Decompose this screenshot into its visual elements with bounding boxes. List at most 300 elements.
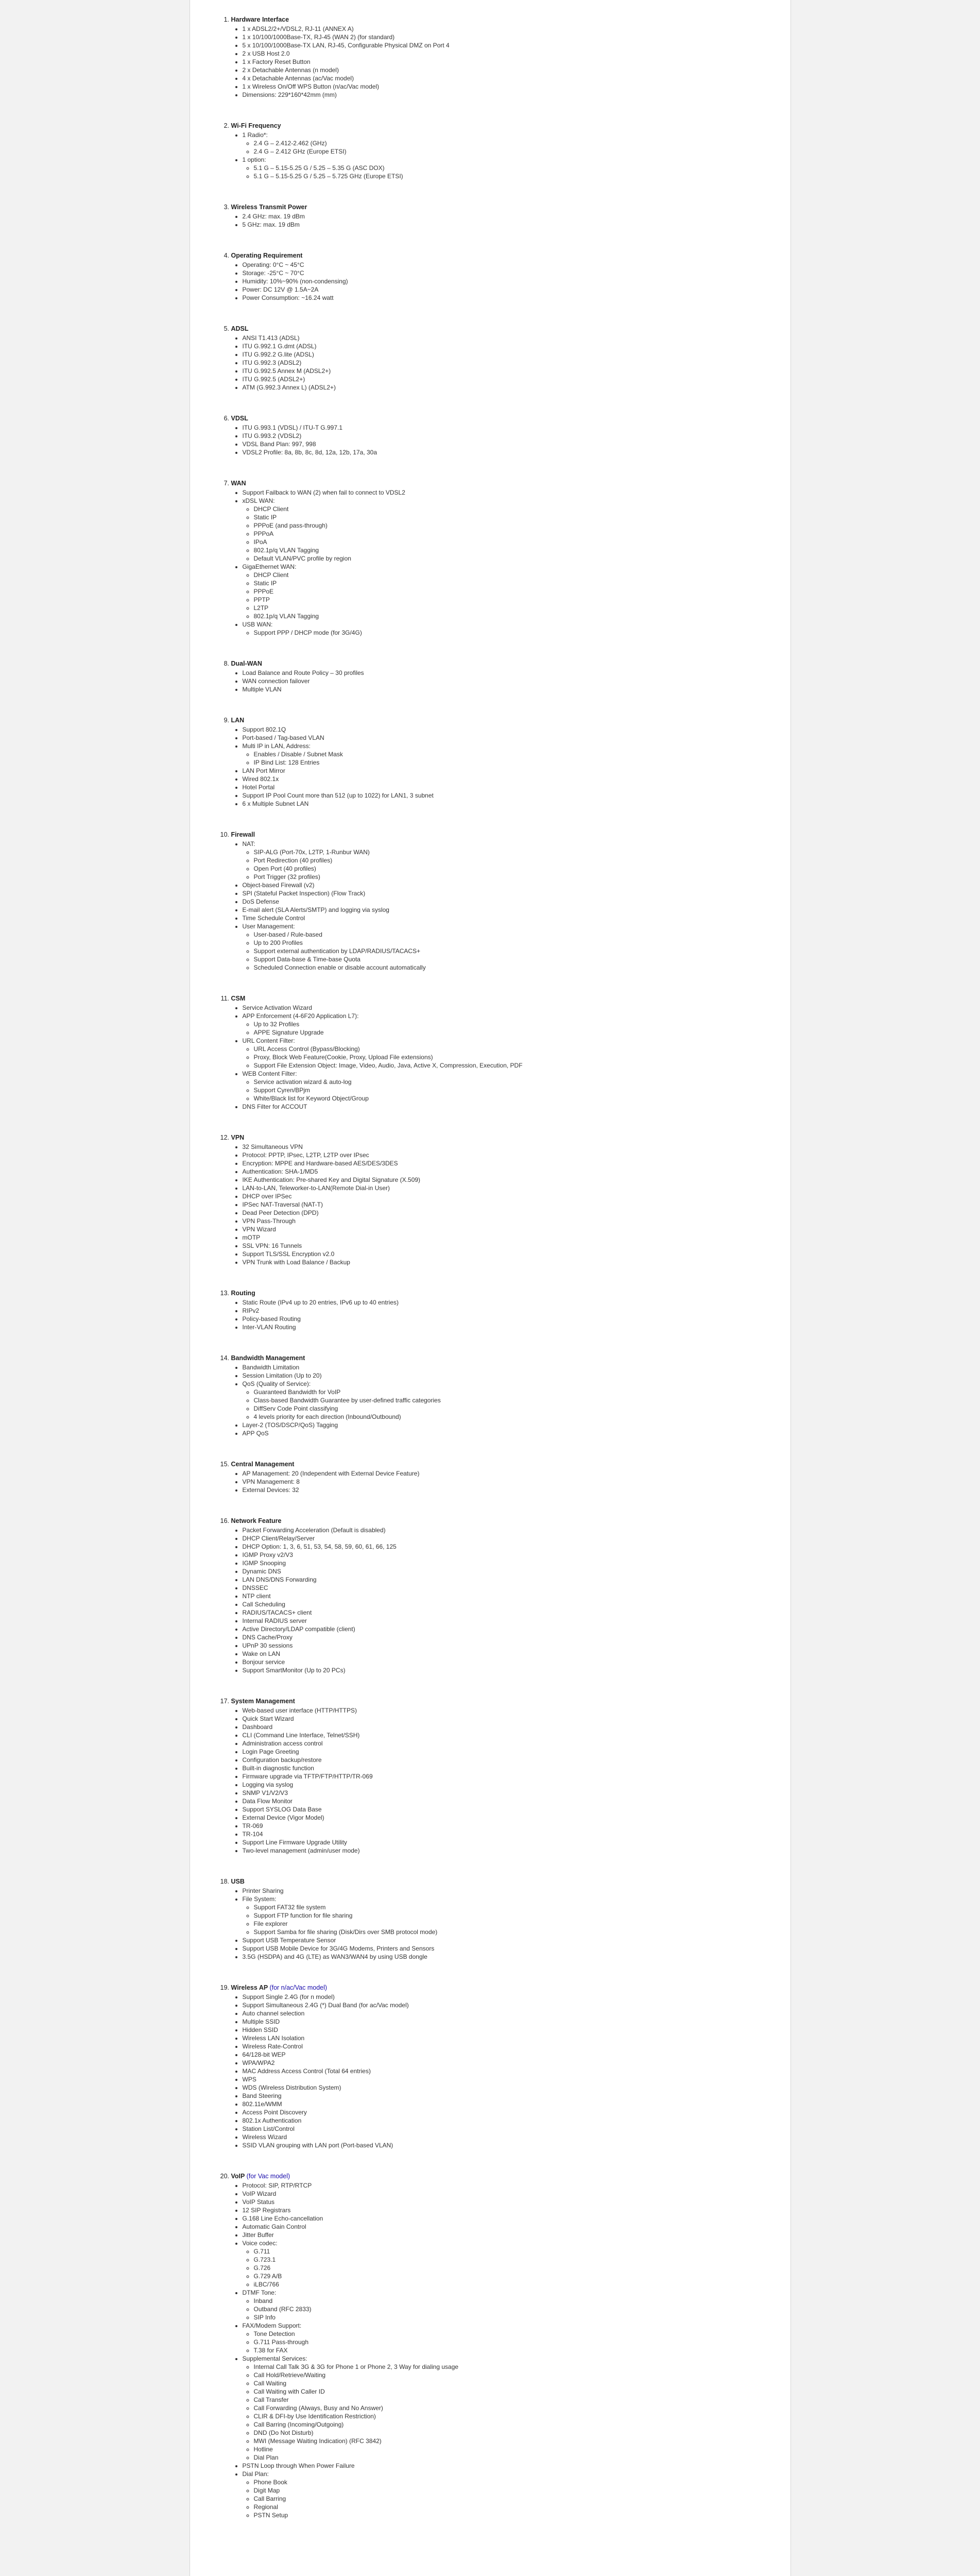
spec-item [243, 1797, 770, 1805]
spec-item-list [231, 1469, 770, 1494]
section-title [231, 994, 770, 1003]
spec-item [243, 742, 770, 767]
spec-sub-item [254, 172, 770, 180]
spec-item [243, 2470, 770, 2519]
spec-sub-item [254, 596, 770, 604]
spec-sub-item-list [243, 2330, 770, 2354]
spec-item [243, 1143, 770, 1151]
spec-item-text: Logging via syslog [242, 1781, 294, 1788]
spec-item-text: 5 GHz: max. 19 dBm [242, 221, 300, 228]
spec-item [243, 2108, 770, 2116]
spec-item-text: Default VLAN/PVC profile by region [253, 555, 351, 562]
spec-sub-item [254, 2338, 770, 2346]
spec-item-text: 5.1 G – 5.15-5.25 G / 5.25 – 5.35 G (ASC DOX) [253, 164, 385, 172]
spec-sub-item [254, 1396, 770, 1404]
spec-item-text: SIP Info [253, 2314, 276, 2321]
spec-sub-item [254, 1911, 770, 1920]
spec-item-text: Regional [253, 2503, 278, 2511]
spec-item [243, 342, 770, 350]
spec-item [243, 1258, 770, 1266]
spec-sub-item [254, 2363, 770, 2371]
spec-item [243, 775, 770, 783]
spec-item-text: 1 x 10/100/1000Base-TX, RJ-45 (WAN 2) (for standard) [242, 33, 395, 41]
spec-item-text: PSTN Loop through When Power Failure [242, 2462, 355, 2469]
section-routing [231, 1289, 770, 1331]
spec-item-text: Call Waiting [253, 2380, 287, 2387]
spec-item [243, 1608, 770, 1617]
spec-sub-item-list [243, 930, 770, 972]
section-title-text: Firewall [231, 831, 255, 838]
spec-item-text: White/Black list for Keyword Object/Group [253, 1095, 369, 1102]
spec-item [243, 889, 770, 897]
section-wan [231, 479, 770, 637]
spec-item-text: 3.5G (HSDPA) and 4G (LTE) as WAN3/WAN4 by using USB dongle [242, 1953, 427, 1960]
spec-item-text: VoIP Wizard [242, 2190, 277, 2197]
spec-sub-item [254, 856, 770, 865]
spec-item-text: DoS Defense [242, 898, 279, 905]
spec-item-text: Configuration backup/restore [242, 1756, 322, 1764]
spec-item-text: 64/128-bit WEP [242, 2051, 286, 2058]
section-title [231, 414, 770, 422]
spec-sub-item [254, 963, 770, 972]
spec-item-text: Call Scheduling [242, 1601, 285, 1608]
spec-sub-item [254, 1928, 770, 1936]
spec-sub-item [254, 2256, 770, 2264]
spec-item [243, 1723, 770, 1731]
spec-sub-item [254, 1086, 770, 1094]
spec-sub-item [254, 2404, 770, 2412]
spec-item-text: Wireless Wizard [242, 2133, 287, 2141]
spec-item-text: MWI (Message Waiting Indication) (RFC 3842) [253, 2437, 382, 2445]
spec-item [243, 1534, 770, 1543]
spec-item [243, 906, 770, 914]
spec-item-text: Static IP [253, 580, 277, 587]
spec-item-text: Service activation wizard & auto-log [253, 1078, 352, 1086]
spec-item [243, 1070, 770, 1103]
spec-item-text: Port Trigger (32 profiles) [253, 873, 320, 880]
spec-item-text: Dial Plan: [242, 2470, 269, 2478]
section-title [231, 659, 770, 668]
spec-item [243, 74, 770, 82]
spec-item-list [231, 131, 770, 180]
spec-item [243, 1764, 770, 1772]
spec-sub-item [254, 554, 770, 563]
spec-item-text: 1 x Wireless On/Off WPS Button (n/ac/Vac model) [242, 83, 380, 90]
spec-item-text: G.711 Pass-through [253, 2338, 309, 2346]
spec-item [243, 2354, 770, 2462]
spec-item-text: Administration access control [242, 1740, 323, 1747]
spec-item [243, 2075, 770, 2083]
spec-item-text: Authentication: SHA-1/MD5 [242, 1168, 318, 1175]
spec-item-text: 2.4 G – 2.412 GHz (Europe ETSI) [253, 148, 347, 155]
spec-item-text: DHCP Client [253, 505, 289, 513]
spec-item [243, 1617, 770, 1625]
section-title [231, 15, 770, 24]
spec-item-text: Support Cyren/BPjm [253, 1087, 310, 1094]
spec-item [243, 2026, 770, 2034]
spec-item [243, 677, 770, 685]
spec-item-text: ITU G.992.1 G.dmt (ADSL) [242, 343, 317, 350]
spec-sub-item-list [243, 2478, 770, 2519]
spec-sub-item [254, 521, 770, 530]
spec-item-text: 1 Radio*: [242, 131, 268, 139]
spec-item-text: 4 levels priority for each direction (Inbound/Outbound) [253, 1413, 401, 1420]
spec-item-text: 2 x Detachable Antennas (n model) [242, 66, 339, 74]
spec-item-text: WPA/WPA2 [242, 2059, 275, 2066]
spec-item-list [231, 212, 770, 229]
spec-item-text: User-based / Rule-based [253, 931, 322, 938]
spec-sub-item [254, 2396, 770, 2404]
section-title-text: CSM [231, 995, 246, 1002]
spec-item [243, 497, 770, 563]
spec-item-list [231, 334, 770, 392]
spec-sub-item [254, 629, 770, 637]
spec-item-text: Static IP [253, 514, 277, 521]
spec-item-text: ITU G.992.2 G.lite (ADSL) [242, 351, 314, 358]
spec-item-text: APP QoS [242, 1430, 269, 1437]
spec-item-text: Web-based user interface (HTTP/HTTPS) [242, 1707, 357, 1714]
spec-item-text: Jitter Buffer [242, 2231, 274, 2239]
spec-sub-item [254, 1388, 770, 1396]
spec-sub-item-list [243, 571, 770, 620]
spec-item-text: Access Point Discovery [242, 2109, 307, 2116]
spec-item [243, 58, 770, 66]
spec-sub-item [254, 2445, 770, 2453]
spec-item [243, 1993, 770, 2001]
spec-item-text: Band Steering [242, 2092, 282, 2099]
spec-item [243, 1380, 770, 1421]
spec-item [243, 2321, 770, 2354]
spec-item [243, 1805, 770, 1814]
section-title-text: Dual-WAN [231, 660, 262, 667]
spec-item-text: Static Route (IPv4 up to 20 entries, IPv6 up to 40 entries) [242, 1299, 399, 1306]
spec-item-list [231, 725, 770, 808]
spec-item [243, 1103, 770, 1111]
spec-item-text: Humidity: 10%~90% (non-condensing) [242, 278, 348, 285]
spec-item-text: PSTN Setup [253, 2512, 288, 2519]
spec-item-text: Protocol: PPTP, IPsec, L2TP, L2TP over IPsec [242, 1151, 369, 1159]
section-title [231, 203, 770, 211]
spec-item-text: Packet Forwarding Acceleration (Default is disabled) [242, 1527, 386, 1534]
spec-item-text: VPN Management: 8 [242, 1478, 300, 1485]
spec-item-text: 2 x USB Host 2.0 [242, 50, 290, 57]
spec-item-text: Policy-based Routing [242, 1315, 301, 1323]
spec-item-text: 32 Simultaneous VPN [242, 1143, 303, 1150]
spec-sub-item [254, 955, 770, 963]
spec-item-text: NAT: [242, 840, 255, 848]
spec-item [243, 1478, 770, 1486]
spec-item-text: 802.1x Authentication [242, 2117, 302, 2124]
section-model-note: (for Vac model) [246, 2173, 290, 2180]
spec-item [243, 1004, 770, 1012]
spec-item [243, 1895, 770, 1936]
section-title [231, 1877, 770, 1886]
section-title-text: VPN [231, 1134, 245, 1141]
spec-item-text: Login Page Greeting [242, 1748, 299, 1755]
spec-item-list [231, 1298, 770, 1331]
spec-item-list [231, 1993, 770, 2149]
spec-item [243, 922, 770, 972]
spec-sub-item [254, 2280, 770, 2289]
section-title-text: Wi-Fi Frequency [231, 122, 281, 129]
spec-item [243, 41, 770, 49]
section-network-feature [231, 1517, 770, 1674]
section-title [231, 1984, 770, 1992]
spec-item [243, 432, 770, 440]
spec-item-text: Operating: 0°C ~ 45°C [242, 261, 304, 268]
spec-item [243, 2289, 770, 2321]
section-vpn [231, 1133, 770, 1266]
section-title [231, 1289, 770, 1297]
section-title [231, 1354, 770, 1362]
spec-item [243, 1575, 770, 1584]
spec-sub-item [254, 848, 770, 856]
spec-item-list [231, 261, 770, 302]
spec-item-text: Support PPP / DHCP mode (for 3G/4G) [253, 629, 362, 636]
spec-item-text: Open Port (40 profiles) [253, 865, 316, 872]
spec-item-text: ITU G.993.1 (VDSL) / ITU-T G.997.1 [242, 424, 343, 431]
spec-sub-item-list [243, 1903, 770, 1936]
spec-item [243, 1887, 770, 1895]
spec-item [243, 1429, 770, 1437]
spec-item-list [231, 669, 770, 693]
spec-sub-item [254, 2478, 770, 2486]
section-title [231, 2172, 770, 2180]
spec-item [243, 1739, 770, 1748]
spec-item-text: Service Activation Wizard [242, 1004, 312, 1011]
spec-item [243, 1298, 770, 1307]
spec-item-text: Support SYSLOG Data Base [242, 1806, 322, 1813]
spec-sub-item [254, 1020, 770, 1028]
spec-item [243, 1233, 770, 1242]
spec-item [243, 1159, 770, 1167]
spec-item [243, 685, 770, 693]
spec-item [243, 367, 770, 375]
spec-item [243, 25, 770, 33]
spec-sub-item [254, 1404, 770, 1413]
spec-sub-item-list [243, 2363, 770, 2462]
spec-item-text: Hidden SSID [242, 2026, 278, 2033]
spec-item-text: Support Data-base & Time-base Quota [253, 956, 360, 963]
spec-sub-item-list [243, 164, 770, 180]
section-title-text: Central Management [231, 1461, 295, 1468]
spec-item [243, 2018, 770, 2026]
spec-sub-item [254, 2247, 770, 2256]
spec-item-list [231, 423, 770, 456]
spec-item [243, 1658, 770, 1666]
spec-item-text: Auto channel selection [242, 2010, 305, 2017]
section-title-text: LAN [231, 717, 245, 724]
spec-item-text: Support Single 2.4G (for n model) [242, 1993, 335, 2001]
spec-sub-item [254, 579, 770, 587]
spec-item [243, 1176, 770, 1184]
spec-item-text: G.168 Line Echo-cancellation [242, 2215, 323, 2222]
spec-item [243, 2141, 770, 2149]
spec-item-text: DiffServ Code Point classifying [253, 1405, 338, 1412]
spec-item [243, 1184, 770, 1192]
section-dual-wan [231, 659, 770, 693]
spec-item-text: SNMP V1/V2/V3 [242, 1789, 288, 1797]
spec-sub-item [254, 1028, 770, 1037]
spec-sub-item-list [243, 505, 770, 563]
spec-item [243, 783, 770, 791]
spec-item-list [231, 1143, 770, 1266]
spec-item-text: Call Waiting with Caller ID [253, 2388, 325, 2395]
spec-item-text: ITU G.992.3 (ADSL2) [242, 359, 302, 366]
spec-item [243, 725, 770, 734]
spec-item [243, 1217, 770, 1225]
section-firewall [231, 831, 770, 972]
section-usb [231, 1877, 770, 1961]
spec-item-text: File explorer [253, 1920, 288, 1927]
section-title [231, 1133, 770, 1142]
spec-item [243, 49, 770, 58]
spec-item-text: Power: DC 12V @ 1.5A~2A [242, 286, 319, 293]
section-title-text: System Management [231, 1698, 295, 1705]
spec-item [243, 1242, 770, 1250]
spec-item [243, 2206, 770, 2214]
spec-item-text: Class-based Bandwidth Guarantee by user-defined traffic categories [253, 1397, 441, 1404]
spec-item [243, 2009, 770, 2018]
spec-item-text: Active Directory/LDAP compatible (client) [242, 1625, 355, 1633]
spec-item-text: Support external authentication by LDAP/RADIUS/TACACS+ [253, 947, 421, 955]
spec-item [243, 1192, 770, 1200]
section-title [231, 1697, 770, 1705]
spec-item [243, 767, 770, 775]
section-wireless-transmit-power [231, 203, 770, 229]
spec-item-text: LAN Port Mirror [242, 767, 285, 774]
spec-item-text: 6 x Multiple Subnet LAN [242, 800, 309, 807]
spec-item-text: User Management: [242, 923, 295, 930]
spec-item-text: DHCP Option: 1, 3, 6, 51, 53, 54, 58, 59, 60, 61, 66, 125 [242, 1543, 397, 1550]
spec-item [243, 2092, 770, 2100]
spec-item [243, 1706, 770, 1715]
section-title-text: Wireless Transmit Power [231, 204, 307, 211]
spec-item-text: Support TLS/SSL Encryption v2.0 [242, 1250, 335, 1258]
spec-item [243, 66, 770, 74]
section-title [231, 831, 770, 839]
spec-item-text: Data Flow Monitor [242, 1798, 293, 1805]
spec-item-list [231, 1004, 770, 1111]
spec-item [243, 2067, 770, 2075]
spec-item-text: Call Barring (Incoming/Outgoing) [253, 2421, 344, 2428]
spec-item-text: VPN Wizard [242, 1226, 276, 1233]
spec-sub-item [254, 1078, 770, 1086]
spec-item [243, 1486, 770, 1494]
spec-sub-item [254, 2437, 770, 2445]
spec-sub-item [254, 2264, 770, 2272]
section-title-text: USB [231, 1878, 245, 1885]
spec-item [243, 1151, 770, 1159]
spec-sub-item [254, 587, 770, 596]
spec-item [243, 448, 770, 456]
spec-item-text: Call Hold/Retrieve/Waiting [253, 2371, 326, 2379]
spec-item [243, 2198, 770, 2206]
spec-item-text: External Device (Vigor Model) [242, 1814, 324, 1821]
spec-item-text: LAN DNS/DNS Forwarding [242, 1576, 317, 1583]
spec-item-text: Digit Map [253, 2487, 280, 2494]
spec-item-text: File System: [242, 1895, 277, 1903]
spec-item [243, 488, 770, 497]
spec-item-text: Dashboard [242, 1723, 273, 1731]
spec-item-text: Support File Extension Object: Image, Video, Audio, Java, Active X, Compression, Execution, PDF [253, 1062, 523, 1069]
spec-item [243, 1625, 770, 1633]
spec-item-text: Port Redirection (40 profiles) [253, 857, 333, 864]
spec-item-text: Session Limitation (Up to 20) [242, 1372, 322, 1379]
spec-item-text: Outband (RFC 2833) [253, 2306, 312, 2313]
spec-item-text: Up to 32 Profiles [253, 1021, 300, 1028]
spec-item-text: WPS [242, 2076, 256, 2083]
spec-sections-list [221, 15, 770, 2519]
spec-item [243, 1592, 770, 1600]
spec-item-text: Scheduled Connection enable or disable account automatically [253, 964, 426, 971]
spec-item-text: Protocol: SIP, RTP/RTCP [242, 2182, 312, 2189]
spec-item [243, 1731, 770, 1739]
spec-sub-item [254, 147, 770, 156]
spec-sub-item-list [243, 629, 770, 637]
spec-sub-item-list [243, 848, 770, 881]
section-title [231, 716, 770, 724]
spec-item-text: PPTP [253, 596, 270, 603]
spec-sub-item [254, 2453, 770, 2462]
spec-item [243, 1838, 770, 1846]
section-title-text: VDSL [231, 415, 248, 422]
spec-item [243, 1814, 770, 1822]
spec-item-text: DHCP Client/Relay/Server [242, 1535, 315, 1542]
spec-item-text: Load Balance and Route Policy – 30 profiles [242, 669, 364, 676]
section-csm [231, 994, 770, 1111]
spec-item-text: TR-104 [242, 1831, 263, 1838]
spec-item [243, 1225, 770, 1233]
spec-item [243, 375, 770, 383]
spec-item [243, 1209, 770, 1217]
spec-item [243, 1772, 770, 1781]
spec-item-text: Wireless LAN Isolation [242, 2035, 305, 2042]
spec-item [243, 791, 770, 800]
section-wi-fi-frequency [231, 122, 770, 180]
spec-sub-item [254, 164, 770, 172]
spec-item-text: Call Transfer [253, 2396, 289, 2403]
spec-item [243, 1748, 770, 1756]
spec-item-text: IPoA [253, 538, 267, 546]
spec-sub-item [254, 2495, 770, 2503]
spec-item [243, 156, 770, 180]
spec-sub-item [254, 546, 770, 554]
spec-item-text: Quick Start Wizard [242, 1715, 294, 1722]
spec-item [243, 1315, 770, 1323]
spec-item [243, 2100, 770, 2108]
section-vdsl [231, 414, 770, 456]
spec-item [243, 563, 770, 620]
spec-item-text: Hotel Portal [242, 784, 275, 791]
spec-item-text: 1 x Factory Reset Button [242, 58, 311, 65]
spec-item [243, 1830, 770, 1838]
spec-sub-item-list [243, 1045, 770, 1070]
spec-item-text: Time Schedule Control [242, 914, 305, 922]
spec-item-text: DNS Filter for ACCOUT [242, 1103, 307, 1110]
spec-item-text: IPSec NAT-Traversal (NAT-T) [242, 1201, 323, 1208]
spec-item-text: Proxy, Block Web Feature(Cookie, Proxy, Upload File extensions) [253, 1054, 433, 1061]
spec-item [243, 2462, 770, 2470]
spec-item-text: Dead Peer Detection (DPD) [242, 1209, 319, 1216]
spec-item [243, 1567, 770, 1575]
spec-sub-item [254, 513, 770, 521]
spec-item [243, 1323, 770, 1331]
spec-item-text: URL Access Control (Bypass/Blocking) [253, 1045, 360, 1053]
section-wireless-ap [231, 1984, 770, 2149]
spec-item [243, 359, 770, 367]
spec-sub-item [254, 2387, 770, 2396]
